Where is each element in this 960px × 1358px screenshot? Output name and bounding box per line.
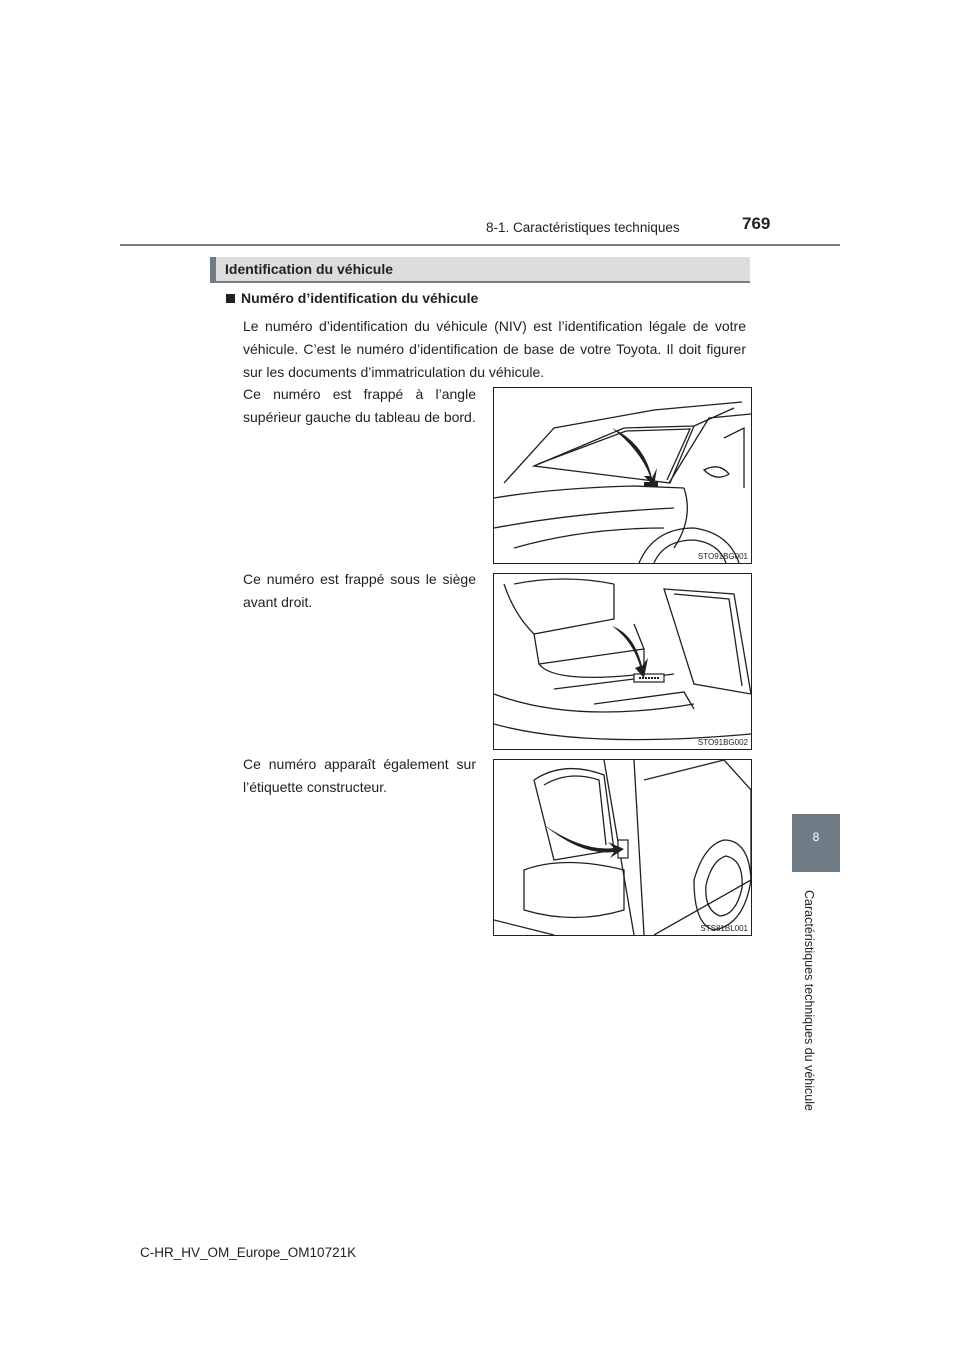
figure-door-label xyxy=(493,759,752,936)
subheading-text: Numéro d’identification du véhicule xyxy=(241,290,479,306)
section-heading-bar xyxy=(210,257,216,281)
intro-paragraph: Le numéro d’identification du véhicule (NIV) est l’identification légale de votre véhicule. C’est le numéro d’identification de base de votre Toyota. Il doit figurer sur les documents d’immatriculation du véhicule. xyxy=(243,318,746,380)
page-number: 769 xyxy=(742,214,771,233)
chapter-title: Caractéristiques techniques du véhicule xyxy=(802,890,816,1111)
chapter-number: 8 xyxy=(812,830,820,844)
windshield-vin-illustration-icon xyxy=(494,388,751,563)
figure-code-1: STO91BG001 xyxy=(697,552,748,561)
item-text-3: Ce numéro apparaît également sur l’étiquette constructeur. xyxy=(243,756,476,795)
square-bullet-icon xyxy=(226,294,235,303)
chapter-tab xyxy=(792,814,840,872)
header-rule xyxy=(120,244,840,246)
figure-windshield xyxy=(493,387,752,564)
item-text-1: Ce numéro est frappé à l’angle supérieur gauche du tableau de bord. xyxy=(243,386,476,425)
section-title: Identification du véhicule xyxy=(225,261,394,277)
figure-code-3: STS81BL001 xyxy=(700,924,748,933)
seat-vin-illustration-icon xyxy=(494,574,751,749)
running-header-section: 8-1. Caractéristiques techniques xyxy=(486,220,680,235)
door-label-illustration-icon xyxy=(494,760,751,935)
section-heading xyxy=(210,257,750,283)
subheading xyxy=(226,290,478,306)
figure-seat xyxy=(493,573,752,750)
item-text-2: Ce numéro est frappé sous le siège avant droit. xyxy=(243,571,476,610)
figure-code-2: STO91BG002 xyxy=(697,738,748,747)
footer-doc-id: C-HR_HV_OM_Europe_OM10721K xyxy=(140,1245,357,1260)
